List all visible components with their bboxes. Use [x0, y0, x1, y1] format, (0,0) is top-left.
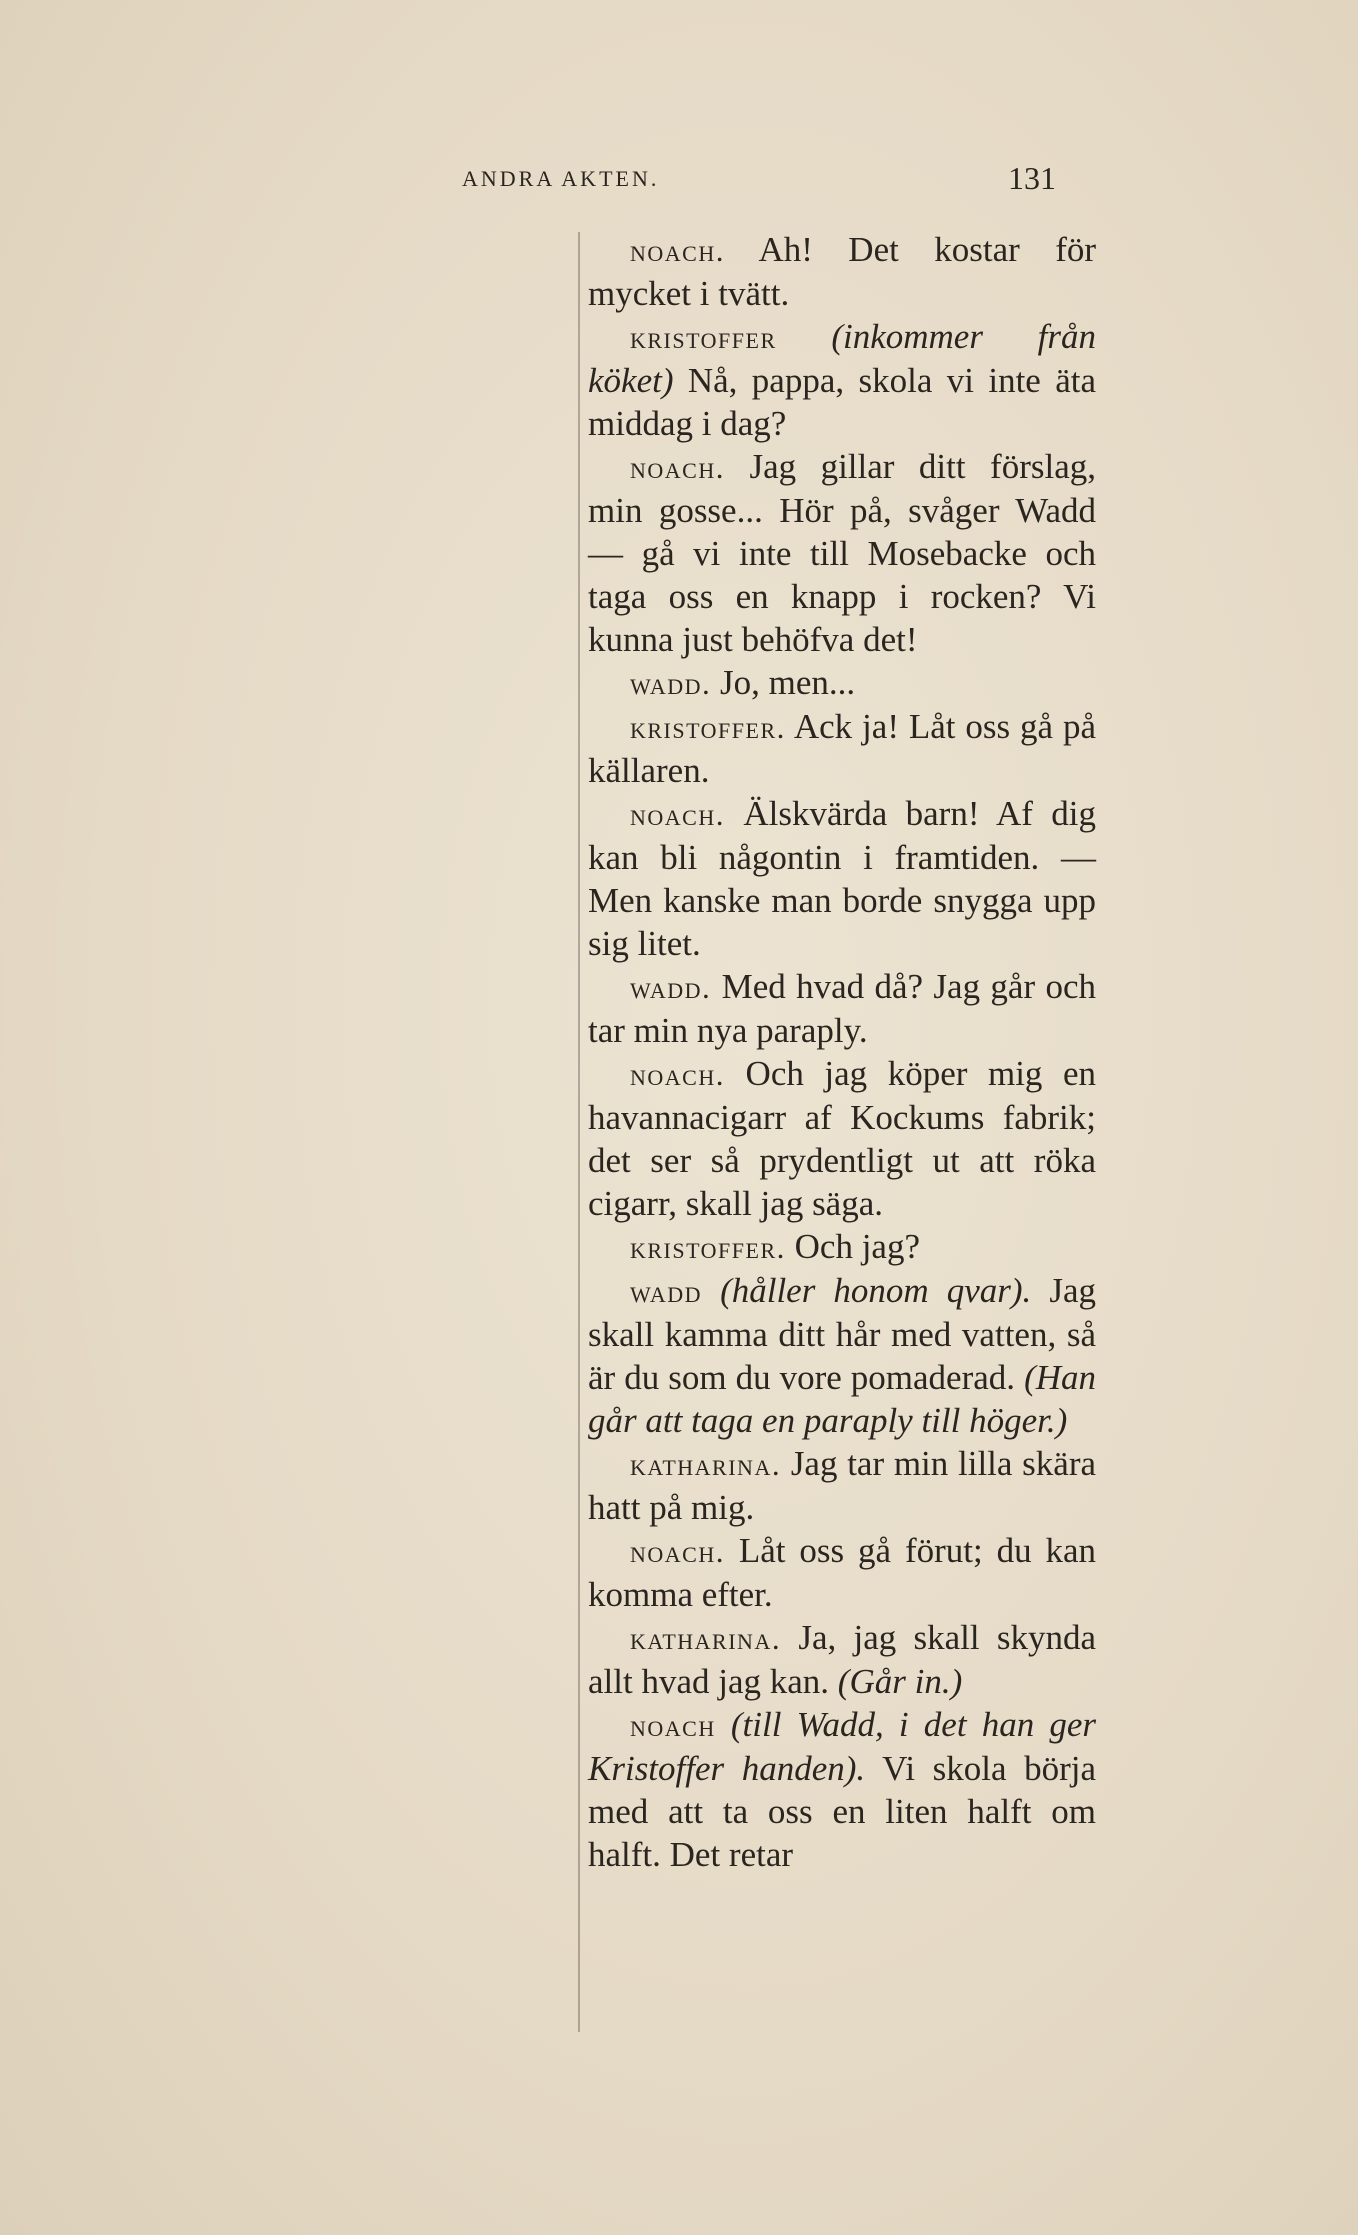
- speaker-name: kristoffer.: [630, 710, 786, 745]
- speech-line: [588, 1529, 1096, 1616]
- speech-text: Jag skall kamma ditt hår med vatten, så är du som du vore pomaderad.: [588, 1271, 1096, 1397]
- speaker-name: noach.: [630, 1057, 725, 1092]
- speech-text: Vi skola börja med att ta oss en liten halft om halft. Det retar: [588, 1749, 1097, 1874]
- speaker-name: kristoffer.: [630, 1230, 786, 1265]
- speech-line: [588, 228, 1096, 315]
- speaker-name: noach.: [630, 450, 725, 485]
- speaker-name: kristoffer: [630, 320, 777, 355]
- speech-text: Med hvad då? Jag går och tar min nya paraply.: [588, 967, 1097, 1050]
- speech-line: [588, 661, 1096, 705]
- speech-text: Ack ja! Låt oss gå på källaren.: [588, 707, 1096, 790]
- speech-text: Ah! Det kostar för mycket i tvätt.: [588, 230, 1096, 313]
- column-rule: [578, 232, 580, 2032]
- page-header: [462, 160, 1056, 200]
- speaker-name: wadd: [630, 1274, 702, 1309]
- speech-line: [588, 1442, 1096, 1529]
- stage-direction: (Han går att taga en paraply till höger.): [588, 1358, 1096, 1440]
- speech-text: Och jag?: [794, 1227, 920, 1266]
- speech-text: Och jag köper mig en havannacigarr af Kockums fabrik; det ser så prydentligt ut att röka cigarr, skall jag säga.: [588, 1054, 1097, 1223]
- speaker-name: wadd.: [630, 666, 712, 701]
- page-number: 131: [1008, 160, 1056, 196]
- speech-line: [588, 1052, 1096, 1225]
- speaker-name: noach.: [630, 1534, 725, 1569]
- speech-text: Nå, pappa, skola vi inte äta middag i dag?: [588, 361, 1096, 443]
- speech-line: [588, 315, 1096, 445]
- speech-line: [588, 1703, 1096, 1876]
- speech-line: [588, 705, 1096, 792]
- speech-text: Älskvärda barn! Af dig kan bli någontin i framtiden. — Men kanske man borde snygga upp sig litet.: [588, 794, 1097, 963]
- speech-line: [588, 965, 1096, 1052]
- speaker-name: wadd.: [630, 970, 712, 1005]
- running-head: ANDRA AKTEN.: [462, 166, 660, 191]
- stage-direction: (till Wadd, i det han ger Kristoffer handen).: [588, 1705, 1097, 1788]
- speech-text: Jag gillar ditt förslag, min gosse... Hör på, svåger Wadd — gå vi inte till Mosebacke och taga oss en knapp i rocken? Vi kunna just behöfva det!: [588, 447, 1096, 659]
- speech-line: [588, 445, 1096, 661]
- speaker-name: katharina.: [630, 1447, 782, 1482]
- speaker-name: katharina.: [630, 1621, 782, 1656]
- stage-direction: (håller honom qvar).: [720, 1271, 1032, 1310]
- speech-text: Jag tar min lilla skära hatt på mig.: [588, 1444, 1097, 1527]
- stage-direction: (Går in.): [837, 1662, 963, 1701]
- speech-line: [588, 1225, 1096, 1269]
- speech-line: [588, 792, 1096, 965]
- speaker-name: noach.: [630, 797, 725, 832]
- stage-direction: (inkommer från köket): [588, 317, 1097, 400]
- speech-text: Jo, men...: [720, 663, 856, 702]
- speech-line: [588, 1269, 1096, 1442]
- speaker-name: noach: [630, 1708, 716, 1743]
- speech-text: Ja, jag skall skynda allt hvad jag kan.: [588, 1618, 1096, 1701]
- speech-line: [588, 1616, 1096, 1703]
- speaker-name: noach.: [630, 233, 725, 268]
- speech-text: Låt oss gå förut; du kan komma efter.: [588, 1531, 1096, 1614]
- dialogue-column: [588, 228, 1096, 1876]
